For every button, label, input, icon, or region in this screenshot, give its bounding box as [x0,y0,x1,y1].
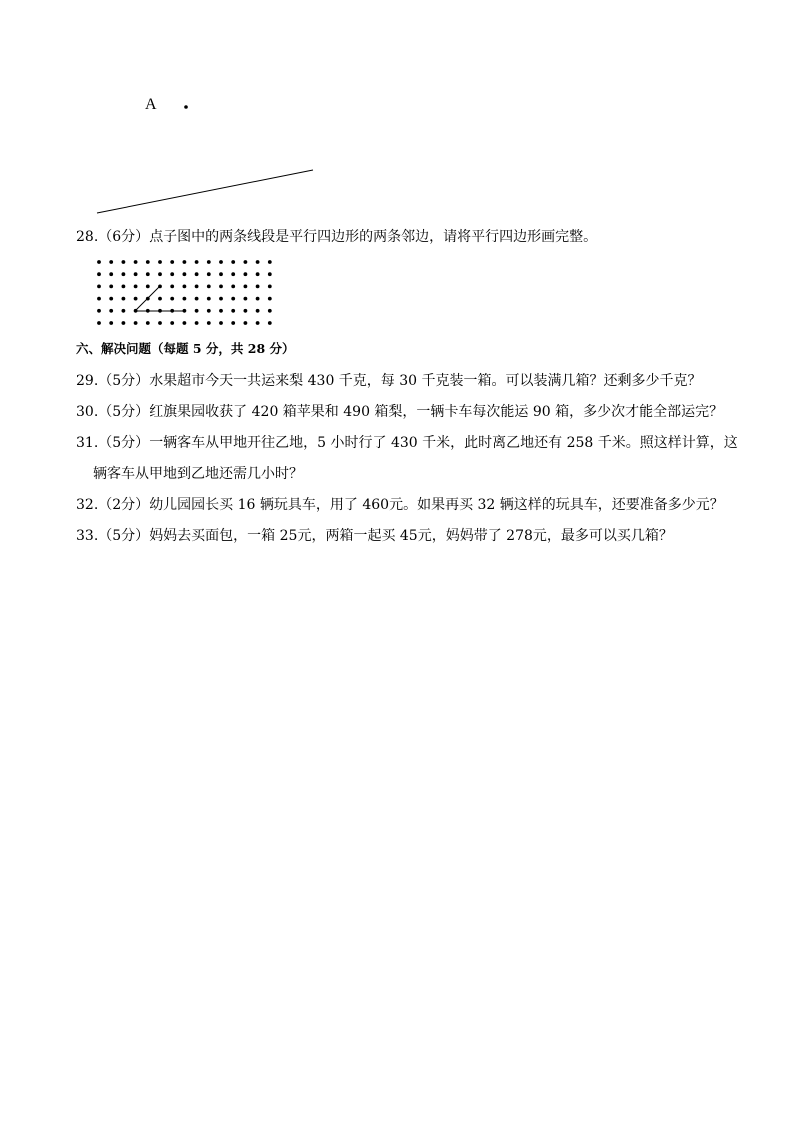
grid-dot [97,285,101,289]
grid-dot [244,272,248,276]
grid-dot [183,272,187,276]
grid-dot [97,272,101,276]
grid-dot [134,272,138,276]
grid-dot [219,297,223,301]
question-33 [76,526,673,546]
grid-dot [231,297,235,301]
grid-dot [134,260,138,264]
grid-dot [109,297,113,301]
grid-dot [256,297,260,301]
question-number: 32. [76,497,99,513]
grid-dot [146,260,150,264]
grid-dot [195,309,199,313]
grid-dot [109,285,113,289]
grid-dot [109,309,113,313]
question-text: 点子图中的两条线段是平行四边形的两条邻边，请将平行四边形画完整。 [149,229,598,245]
grid-dot [183,321,187,325]
question-text: 幼儿园园长买 16 辆玩具车，用了 460元。如果再买 32 辆这样的玩具车，还要准备多少元？ [149,497,724,513]
grid-dot [146,272,150,276]
grid-dot [122,260,126,264]
grid-dot [268,309,272,313]
grid-dot [244,260,248,264]
grid-dot [97,297,101,301]
grid-dot [109,260,113,264]
grid-dot [219,309,223,313]
grid-dot [231,321,235,325]
question-score: （6分） [98,229,150,245]
question-score: （5分） [98,528,150,544]
grid-dot [158,260,162,264]
grid-dot [122,285,126,289]
grid-dot [219,321,223,325]
grid-dot [231,285,235,289]
grid-dot [231,260,235,264]
grid-dot [170,260,174,264]
grid-dot [231,272,235,276]
question-number: 30. [76,404,99,420]
grid-dot [207,297,211,301]
grid-dot [170,297,174,301]
grid-dot [256,309,260,313]
grid-dot [170,321,174,325]
grid-dot [268,272,272,276]
question-number: 33. [76,528,99,544]
question-31 [76,433,738,453]
question-text: 水果超市今天一共运来梨 430 千克，每 30 千克装一箱。可以装满几箱？还剩多少千克？ [149,373,702,389]
question-31-continuation: 辆客车从甲地到乙地还需几小时？ [93,466,303,482]
grid-dot [195,260,199,264]
grid-dot [109,321,113,325]
grid-dot [134,321,138,325]
grid-dot [268,297,272,301]
grid-dot [195,321,199,325]
grid-dot [158,272,162,276]
grid-dot [134,285,138,289]
question-text: 妈妈去买面包，一箱 25元，两箱一起买 45元，妈妈带了 278元，最多可以买几箱？ [149,528,673,544]
grid-dot [207,260,211,264]
grid-dot [219,272,223,276]
grid-dot [183,260,187,264]
question-score: （5分） [98,404,150,420]
grid-dot [268,321,272,325]
grid-dot [244,321,248,325]
grid-dot [122,321,126,325]
grid-dot [256,272,260,276]
grid-dot [97,260,101,264]
question-score: （2分） [98,497,150,513]
grid-dot [183,285,187,289]
question-number: 31. [76,435,99,451]
segment-diagonal [135,286,160,311]
grid-dot [97,321,101,325]
grid-dot [207,309,211,313]
grid-dot [134,297,138,301]
grid-dot [244,309,248,313]
grid-dot [195,297,199,301]
grid-dot [268,285,272,289]
grid-dot [109,272,113,276]
grid-dot [122,297,126,301]
question-29 [76,371,702,391]
question-text: 一辆客车从甲地开往乙地，5 小时行了 430 千米，此时离乙地还有 258 千米。照这样计算，这 [149,435,738,451]
question-number: 29. [76,373,99,389]
grid-dot [158,321,162,325]
grid-dot [244,285,248,289]
grid-dot [195,285,199,289]
grid-dot [219,285,223,289]
point-a-label: A [145,96,157,113]
grid-dot [170,272,174,276]
grid-dot [256,260,260,264]
question-text: 红旗果园收获了 420 箱苹果和 490 箱梨，一辆卡车每次能运 90 箱，多少次才能全部运完？ [149,404,724,420]
grid-dot [170,285,174,289]
question-score: （5分） [98,373,150,389]
grid-dot [219,260,223,264]
grid-dot [146,285,150,289]
grid-dot [207,272,211,276]
grid-dot [207,285,211,289]
grid-dot [268,260,272,264]
grid-dot [195,272,199,276]
grid-dot [146,321,150,325]
grid-dot [244,297,248,301]
question-number: 28. [76,229,99,245]
grid-dot [122,309,126,313]
section-title: 六、解决问题（每题 5 分，共 28 分） [76,341,295,356]
grid-dot [256,285,260,289]
grid-dot [158,297,162,301]
grid-dot [97,309,101,313]
question-32 [76,495,724,515]
grid-dot [231,309,235,313]
grid-dot [122,272,126,276]
question-score: （5分） [98,435,150,451]
grid-dot [256,321,260,325]
grid-dot [207,321,211,325]
question-30 [76,402,723,422]
grid-dot [183,297,187,301]
